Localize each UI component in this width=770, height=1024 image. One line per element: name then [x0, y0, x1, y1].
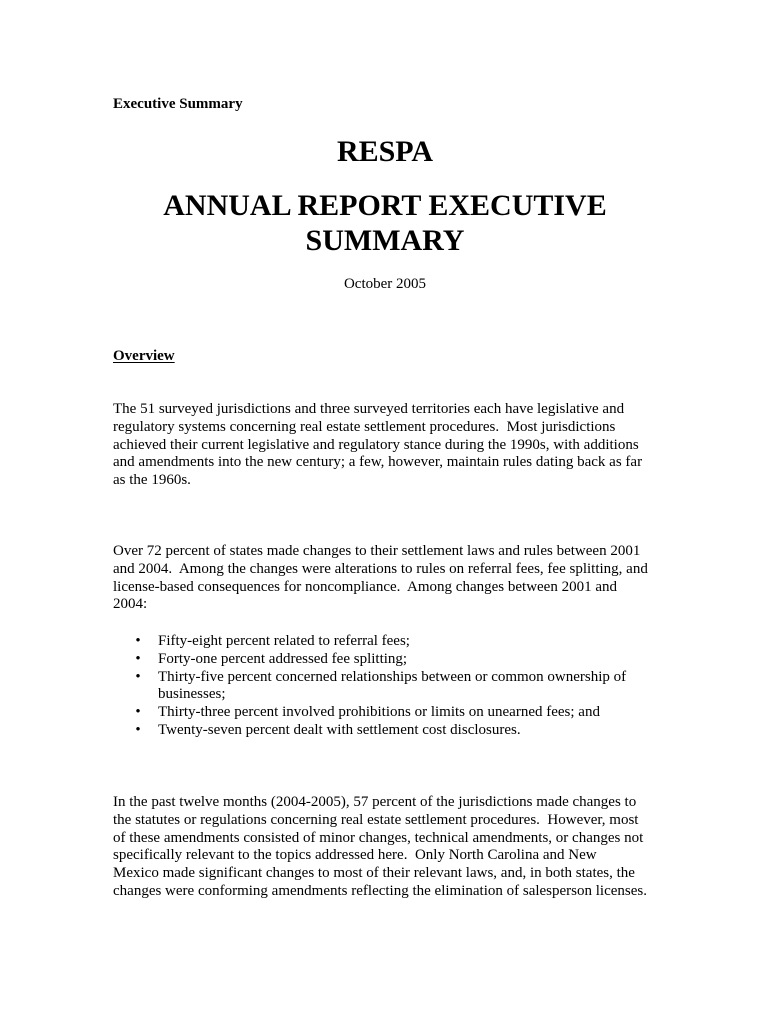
bullet-icon: •: [135, 633, 141, 649]
text-line: achieved their current legislative and regulatory stance during the 1990s, with additions: [113, 436, 639, 453]
list-item: [0, 651, 770, 669]
paragraph-1: [113, 401, 642, 490]
text-line: as the 1960s.: [113, 472, 191, 489]
text-line: license-based consequences for noncompliance. Among changes between 2001 and: [113, 578, 617, 595]
text-line: specifically relevant to the topics addressed here. Only North Carolina and New: [113, 847, 597, 864]
bullet-icon: •: [135, 668, 141, 685]
document-subtitle: [0, 188, 770, 258]
bullet-icon: •: [135, 721, 141, 738]
bullet-icon: •: [135, 650, 141, 667]
paragraph-2: [113, 543, 648, 614]
text-line: regulatory systems concerning real estate settlement procedures. Most jurisdictions: [113, 418, 616, 435]
text-line: and 2004. Among the changes were alterations to rules on referral fees, fee splitting, and: [113, 560, 648, 577]
overview-heading: Overview: [113, 348, 175, 364]
list-item: [0, 722, 770, 740]
list-item: [0, 669, 770, 705]
text-line: of these amendments consisted of minor changes, technical amendments, or changes not: [113, 829, 644, 846]
paragraph-3: [113, 794, 647, 901]
list-item-text: businesses;: [158, 686, 226, 703]
text-line: changes were conforming amendments reflecting the elimination of salesperson licenses.: [113, 882, 647, 899]
list-item-text: Thirty-three percent involved prohibitions or limits on unearned fees; and: [158, 704, 600, 721]
bullet-list: [0, 633, 770, 740]
document-title: RESPA: [336, 135, 434, 168]
text-line: In the past twelve months (2004-2005), 57 percent of the jurisdictions made changes to: [113, 794, 637, 810]
list-item: [0, 633, 770, 651]
list-item-text: Fifty-eight percent related to referral fees;: [158, 633, 410, 649]
list-item-text: Thirty-five percent concerned relationships between or common ownership of: [158, 668, 627, 685]
document-date: October 2005: [343, 276, 427, 292]
text-line: Mexico made significant changes to most of their relevant laws, and, in both states, the: [113, 865, 635, 882]
section-label: Executive Summary: [113, 96, 243, 112]
text-line: the statutes or regulations concerning real estate settlement procedures. However, most: [113, 811, 639, 828]
text-line: and amendments into the new century; a few, however, maintain rules dating back as far: [113, 454, 643, 471]
subtitle-line: SUMMARY: [305, 224, 465, 257]
text-line: Over 72 percent of states made changes to their settlement laws and rules between 2001: [113, 543, 641, 559]
list-item-text: Forty-one percent addressed fee splitting;: [158, 650, 408, 667]
bullet-icon: •: [135, 704, 141, 721]
subtitle-line: ANNUAL REPORT EXECUTIVE: [163, 189, 607, 222]
text-line: The 51 surveyed jurisdictions and three surveyed territories each have legislative and: [113, 401, 625, 417]
list-item: [0, 704, 770, 722]
list-item-text: Twenty-seven percent dealt with settlement cost disclosures.: [158, 721, 521, 738]
text-line: 2004:: [113, 596, 148, 613]
